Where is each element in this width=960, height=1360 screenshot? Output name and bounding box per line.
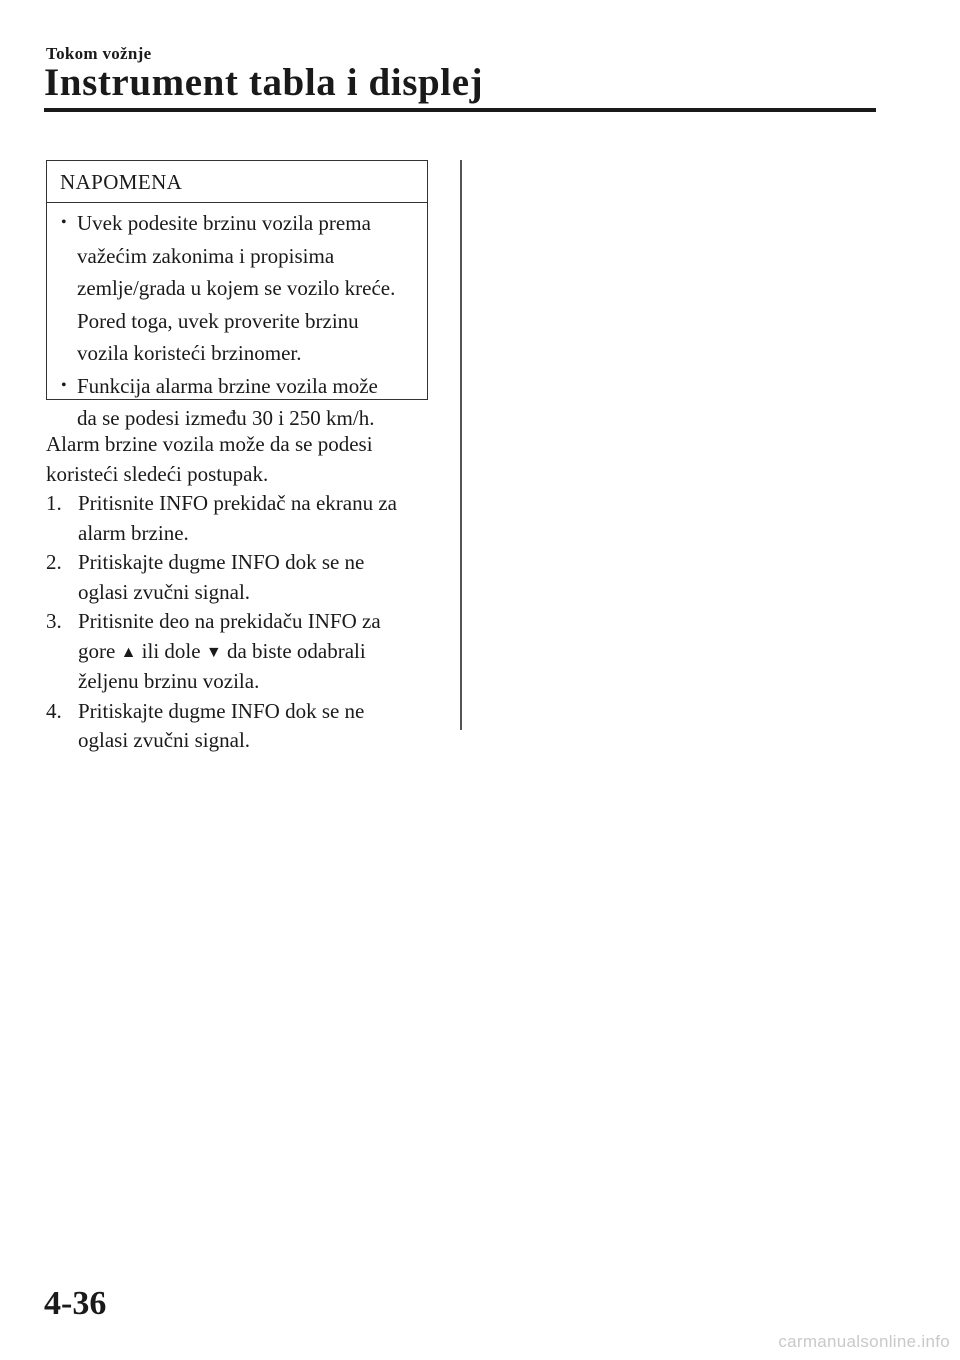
step-number: 2.	[46, 550, 62, 574]
step-number: 1.	[46, 491, 62, 515]
step-line: oglasi zvučni signal.	[78, 728, 251, 752]
step-item	[46, 607, 446, 697]
note-line: Funkcija alarma brzine vozila može	[77, 373, 378, 398]
bullet-icon: •	[61, 376, 67, 394]
bullet-icon: •	[61, 214, 67, 231]
page-number: 4-36	[44, 1285, 107, 1322]
step-line: oglasi zvučni signal.	[78, 579, 251, 604]
page-title: Instrument tabla i displej	[44, 61, 484, 104]
step-line	[78, 637, 446, 668]
step-item	[46, 548, 446, 607]
step-line: Pritisnite INFO prekidač na ekranu za	[78, 491, 397, 515]
triangle-up-icon: ▲	[120, 643, 137, 661]
note-line: vozila koristeći brzinomer.	[77, 341, 302, 365]
note-box	[46, 160, 428, 430]
column-divider	[460, 160, 462, 730]
step-item	[46, 697, 446, 756]
step-line: Pritisnite deo na prekidaču INFO za	[78, 609, 381, 633]
intro-line: koristeći sledeći postupak.	[46, 461, 269, 486]
step-text: gore	[78, 638, 116, 663]
note-line: važećim zakonima i propisima	[77, 243, 335, 268]
note-body	[47, 203, 427, 435]
step-line: Pritiskajte dugme INFO dok se ne	[78, 698, 365, 723]
intro-paragraph	[46, 430, 446, 489]
note-line: zemlje/grada u kojem se vozilo kreće.	[77, 276, 396, 300]
step-text: ili dole	[141, 638, 201, 663]
title-rule	[44, 108, 876, 112]
note-item	[57, 370, 419, 435]
section-label: Tokom vožnje	[46, 44, 152, 63]
step-number: 3.	[46, 609, 62, 633]
step-text: da biste odabrali	[226, 638, 366, 663]
main-text	[46, 430, 446, 756]
watermark: carmanualsonline.info	[778, 1332, 950, 1351]
note-line: Pored toga, uvek proverite brzinu	[77, 308, 359, 333]
step-line: Pritiskajte dugme INFO dok se ne	[78, 550, 365, 574]
note-item	[57, 207, 419, 370]
triangle-down-icon: ▼	[205, 643, 222, 661]
step-line: željenu brzinu vozila.	[78, 669, 260, 693]
intro-line: Alarm brzine vozila može da se podesi	[46, 432, 373, 456]
step-number: 4.	[46, 698, 62, 723]
note-heading: NAPOMENA	[47, 161, 427, 203]
step-item	[46, 489, 446, 548]
note-line: Uvek podesite brzinu vozila prema	[77, 211, 371, 235]
note-line: da se podesi između 30 i 250 km/h.	[77, 406, 375, 430]
step-line: alarm brzine.	[78, 520, 189, 545]
